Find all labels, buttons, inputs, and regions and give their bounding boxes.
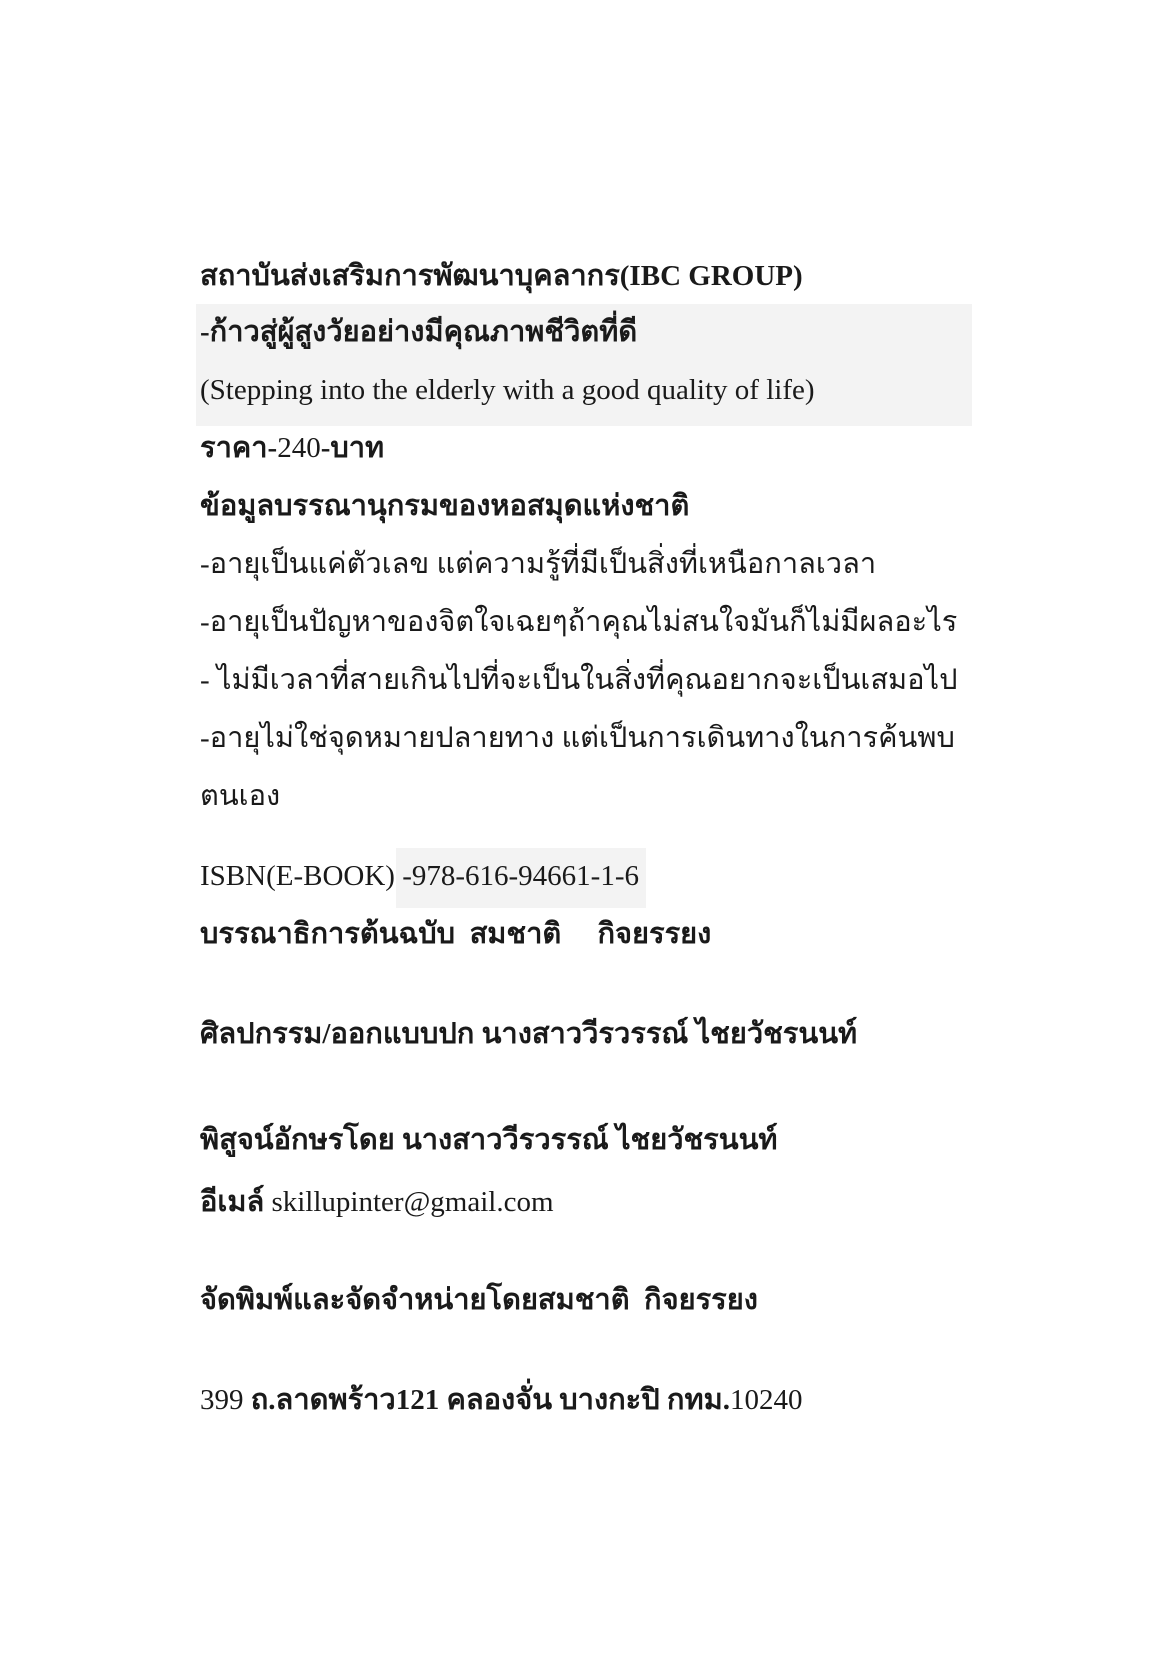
- book-title-thai: -ก้าวสู่ผู้สูงวัยอย่างมีคุณภาพชีวิตที่ดี: [200, 316, 638, 348]
- price-prefix: ราคา-: [200, 432, 278, 464]
- proofreading-credit: พิสูจน์อักษรโดย นางสาววีรวรรณ์ ไชยวัชรนนท์: [200, 1124, 778, 1156]
- email-address[interactable]: skillupinter@gmail.com: [271, 1186, 554, 1218]
- address-line: [200, 1380, 802, 1420]
- cover-design-credit: ศิลปกรรม/ออกแบบปก นางสาววีรวรรณ์ ไชยวัชรนนท์: [200, 1018, 858, 1050]
- book-title-english: (Stepping into the elderly with a good quality of life): [200, 374, 815, 406]
- quote-line: ตนเอง: [200, 780, 281, 812]
- publisher-name: สถาบันส่งเสริมการพัฒนาบุคลากร(IBC GROUP): [200, 260, 803, 292]
- isbn-number: -978-616-94661-1-6: [402, 860, 639, 892]
- address-postcode: 10240: [729, 1384, 803, 1416]
- quote-line: -อายุไม่ใช่จุดหมายปลายทาง แต่เป็นการเดินทางในการค้นพบ: [200, 722, 955, 754]
- catalog-heading: ข้อมูลบรรณานุกรมของหอสมุดแห่งชาติ: [200, 490, 690, 522]
- email-line: [200, 1182, 554, 1222]
- quote-line: -อายุเป็นแค่ตัวเลข แต่ความรู้ที่มีเป็นสิ่งที่เหนือกาลเวลา: [200, 548, 877, 580]
- quote-line: -อายุเป็นปัญหาของจิตใจเฉยๆถ้าคุณไม่สนใจมันก็ไม่มีผลอะไร: [200, 606, 958, 638]
- price-suffix: -บาท: [320, 432, 385, 464]
- email-label: อีเมล์: [200, 1186, 272, 1218]
- distribution-credit: จัดพิมพ์และจัดจำหน่ายโดยสมชาติ กิจยรรยง: [200, 1284, 758, 1316]
- isbn-label: ISBN(E-BOOK): [200, 860, 403, 892]
- editor-credit: บรรณาธิการต้นฉบับ สมชาติ กิจยรรยง: [200, 918, 712, 950]
- price-line: [200, 428, 384, 468]
- address-house-number: 399: [200, 1384, 251, 1416]
- isbn-line: [200, 856, 639, 896]
- address-street: ถ.ลาดพร้าว121 คลองจั่น บางกะปิ กทม.: [250, 1384, 730, 1416]
- quote-line: - ไม่มีเวลาที่สายเกินไปที่จะเป็นในสิ่งที่คุณอยากจะเป็นเสมอไป: [200, 664, 958, 696]
- price-amount: 240: [277, 432, 321, 464]
